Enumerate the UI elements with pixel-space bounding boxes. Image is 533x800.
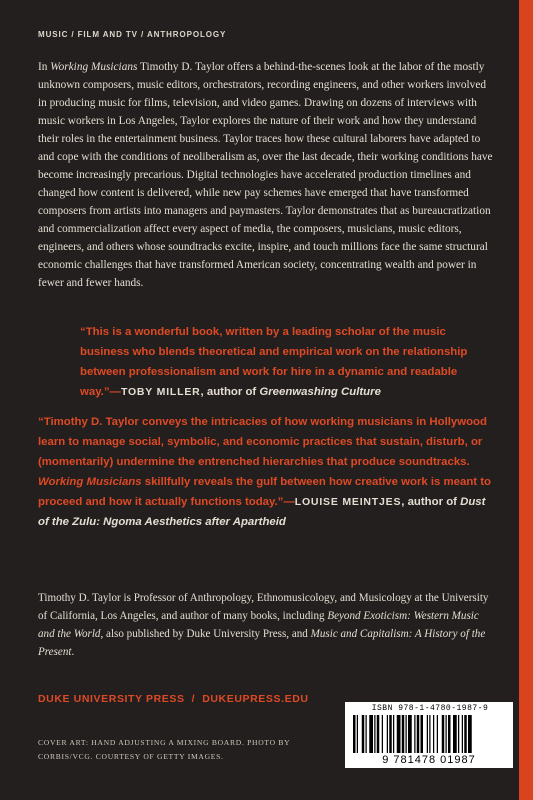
description-paragraph	[38, 58, 493, 292]
bio-book-2: Music and Capitalism: A History of the Present	[38, 628, 486, 658]
description-intro: In	[38, 61, 51, 73]
barcode-bars	[353, 715, 505, 753]
barcode-bar	[408, 715, 412, 753]
barcode-bar	[433, 715, 434, 753]
barcode-bar	[362, 715, 365, 753]
barcode-bar	[464, 715, 467, 753]
bio-book-1: Beyond Exoticism: Western Music and the World	[38, 610, 479, 640]
blurb-author-book: Greenwashing Culture	[259, 386, 381, 398]
blurb-author-sep: , author of	[401, 496, 461, 508]
isbn-text: ISBN 978-1-4780-1987-9	[371, 704, 489, 713]
description-book-title: Working Musicians	[50, 61, 138, 73]
barcode-bar	[353, 715, 356, 753]
publisher-line: DUKE UNIVERSITY PRESS / DUKEUPRESS.EDU	[38, 693, 309, 705]
barcode-bar	[446, 715, 447, 753]
barcode-bar	[377, 715, 380, 753]
barcode-bar	[382, 715, 383, 753]
blurb-quote-part-a: “Timothy D. Taylor conveys the intricacies of how working musicians in Hollywood learn to manage social, symbolic, and economic practices that sustain, disturb, or (momentarily) undermine the entrenched hierarchies that produce soundtracks.	[38, 416, 487, 468]
blurb-book-title: Working Musicians	[38, 476, 142, 488]
barcode-bar	[374, 715, 375, 753]
bio-text-c: .	[71, 646, 75, 658]
barcode-bar	[453, 715, 457, 753]
barcode-bar	[389, 715, 392, 753]
blurb-louise-meintjes	[38, 412, 493, 532]
spine-color-strip	[519, 0, 533, 800]
blurb-quote-part-b: skillfully reveals the gulf between how creative work is meant to proceed and how it actually functions today.”—	[38, 476, 492, 508]
barcode-bar	[442, 715, 445, 753]
barcode-bar	[427, 715, 428, 753]
barcode-bar	[429, 715, 430, 753]
author-bio	[38, 589, 493, 661]
barcode-bar	[393, 715, 394, 753]
blurb-quote: “This is a wonderful book, written by a leading scholar of the music business who blends theoretical and empirical work on the relationship between professionalism and work for hire in a dynamic and readable way.”—	[80, 326, 468, 398]
blurb-author-name: TOBY MILLER	[120, 386, 201, 398]
barcode-bar	[406, 715, 407, 753]
barcode-bar	[397, 715, 401, 753]
barcode-bar	[421, 715, 424, 753]
barcode-bar	[366, 715, 367, 753]
barcode-bar	[448, 715, 451, 753]
barcode-bar	[462, 715, 463, 753]
barcode-bar	[387, 715, 388, 753]
barcode-bar	[458, 715, 459, 753]
barcode-digits: 9 781478 01987	[382, 754, 476, 766]
bio-text-b: , also published by Duke University Press, and	[100, 628, 311, 640]
barcode-bar	[402, 715, 405, 753]
barcode-bar	[468, 715, 472, 753]
barcode-bar	[437, 715, 438, 753]
bio-text-a: Timothy D. Taylor is Professor of Anthropology, Ethnomusicology, and Musicology at the University of California, Los Angeles, and author of many books, including	[38, 592, 489, 622]
blurb-toby-miller	[80, 322, 495, 402]
blurb-author-name: LOUISE MEINTJES	[294, 496, 402, 508]
description-body: Timothy D. Taylor offers a behind-the-scenes look at the labor of the mostly unknown composers, music editors, orchestrators, recording engineers, and other workers involved in producing music for films, television, and video games. Drawing on dozens of interviews with music workers in Los Angeles, Taylor explores the nature of their work and how they understand their roles in the entertainment business. Taylor traces how these cultural laborers have adapted to and cope with the conditions of neoliberalism as, over the last decade, their working conditions have become increasingly precarious. Digital technologies have accelerated production timelines and changed how content is delivered, while new pay schemes have emerged that have transformed composers from artists into managers and paymasters. Taylor demonstrates that as bureaucratization and commercialization affect every aspect of media, the composers, musicians, music editors, engineers, and others whose soundtracks excite, inspire, and touch millions face the same structural economic challenges that have transformed American society, concentrating wealth and power in fewer and fewer hands.	[38, 61, 493, 289]
blurb-author-sep: , author of	[200, 386, 260, 398]
category-line: MUSIC / FILM AND TV / ANTHROPOLOGY	[38, 30, 227, 39]
barcode-bar	[414, 715, 415, 753]
barcode-bar	[357, 715, 358, 753]
barcode-bar	[417, 715, 420, 753]
barcode-panel	[345, 702, 513, 768]
cover-art-credit: COVER ART: HAND ADJUSTING A MIXING BOARD. PHOTO BY CORBIS/VCG. COURTESY OF GETTY IMAGES.	[38, 738, 291, 761]
blurb-author-book: Dust of the Zulu: Ngoma Aesthetics after Apartheid	[38, 496, 486, 528]
barcode-bar	[369, 715, 373, 753]
